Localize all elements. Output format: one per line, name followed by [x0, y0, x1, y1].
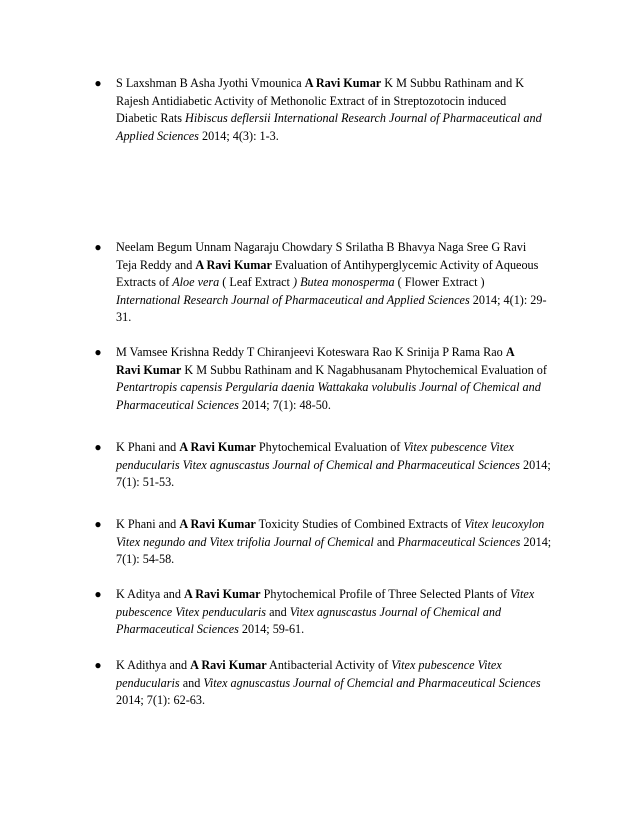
reference-line	[116, 474, 576, 492]
bullet-icon: ●	[94, 240, 102, 254]
italic-text: Pentartropis capensis Pergularia daenia Wattakaka volubulis Journal of Chemical and	[116, 380, 541, 394]
italic-text: pubescence Vitex penducularis	[116, 604, 267, 619]
reference-text: K M Subbu Rathinam and K	[381, 76, 525, 90]
bullet-icon: ●	[94, 658, 102, 672]
reference-text: K Phani and	[116, 517, 180, 531]
author-highlight: Ravi Kumar	[116, 362, 182, 377]
reference-line	[116, 309, 576, 327]
reference-text: 2014; 7(1): 62-63.	[116, 693, 206, 707]
reference-entry	[94, 75, 576, 145]
bullet-icon: ●	[94, 587, 102, 601]
italic-text: Vitex agnuscastus Journal of Chemical and	[289, 604, 502, 619]
reference-line	[116, 534, 576, 552]
reference-text: Toxicity Studies of Combined Extracts of	[255, 517, 465, 531]
reference-text: Phytochemical Profile of Three Selected Plants of	[260, 587, 511, 601]
author-highlight: A Ravi Kumar	[179, 517, 256, 531]
author-highlight: A Ravi Kumar	[304, 76, 382, 90]
italic-text: Aloe vera	[172, 275, 220, 289]
author-highlight: A Ravi Kumar	[179, 440, 256, 454]
italic-text: Vitex pubescence Vitex	[403, 440, 514, 454]
italic-text: Vitex agnuscastus Journal of Chemcial and Pharmaceutical Sciences	[203, 675, 541, 690]
reference-line	[116, 551, 576, 569]
reference-entry	[94, 586, 576, 639]
italic-text: Pharmaceutical Sciences	[116, 622, 239, 636]
reference-line	[116, 675, 576, 693]
italic-text: Vitex pubescence Vitex	[391, 658, 502, 672]
italic-text: Vitex negundo and Vitex trifolia Journal of Chemical	[116, 534, 374, 549]
reference-text: K Phani and	[116, 440, 180, 454]
reference-text: and	[373, 534, 398, 549]
italic-text: Vitex	[510, 587, 535, 601]
reference-line	[116, 128, 576, 146]
reference-line	[116, 621, 576, 639]
reference-text: and	[266, 604, 290, 619]
reference-text: Antibacterial Activity of	[266, 658, 392, 672]
italic-text: ) Butea monosperma	[293, 275, 395, 289]
italic-text: International Research Journal of Pharmaceutical and Applied Sciences	[116, 292, 470, 307]
italic-text: penducularis Vitex agnuscastus Journal of Chemical and Pharmaceutical Sciences	[116, 457, 520, 472]
bullet-icon: ●	[94, 517, 102, 531]
reference-text: 2014; 7(1): 48-50.	[238, 397, 331, 412]
reference-line	[116, 239, 576, 257]
reference-text: Evaluation of Antihyperglycemic Activity of Aqueous	[271, 257, 539, 272]
reference-line	[116, 274, 576, 292]
reference-line	[116, 692, 576, 710]
reference-line	[116, 586, 576, 604]
reference-line	[116, 516, 576, 534]
italic-text: Vitex leucoxylon	[464, 517, 545, 531]
reference-text: M Vamsee Krishna Reddy T Chiranjeevi Koteswara Rao K Srinija P Rama Rao	[116, 345, 506, 359]
reference-text: Diabetic Rats	[116, 111, 186, 125]
bullet-icon: ●	[94, 440, 102, 454]
reference-text: Extracts of	[116, 275, 173, 289]
author-highlight: A Ravi Kumar	[190, 658, 267, 672]
reference-text: 2014;	[520, 534, 552, 549]
reference-line	[116, 397, 576, 415]
author-highlight: A Ravi Kumar	[195, 257, 272, 272]
italic-text: Pharmaceutical Sciences	[397, 534, 521, 549]
reference-line	[116, 344, 576, 362]
italic-text: Hibiscus deflersii International Research Journal of Pharmaceutical and	[185, 111, 542, 125]
reference-text: 2014; 4(3): 1-3.	[198, 128, 279, 143]
reference-text: 2014; 4(1): 29-	[469, 292, 547, 307]
bullet-icon: ●	[94, 345, 102, 359]
reference-text: Teja Reddy and	[116, 257, 196, 272]
reference-entry	[94, 657, 576, 710]
italic-text: penducularis	[116, 675, 180, 690]
reference-text: 2014;	[519, 457, 551, 472]
reference-text: 2014; 59-61.	[238, 622, 305, 636]
reference-line	[116, 257, 576, 275]
reference-line	[116, 657, 576, 675]
italic-text: Pharmaceutical Sciences	[116, 397, 239, 412]
reference-line	[116, 292, 576, 310]
reference-line	[116, 93, 576, 111]
reference-text: 7(1): 51-53.	[116, 475, 175, 489]
reference-text: ( Flower Extract )	[394, 275, 485, 289]
reference-text: 7(1): 54-58.	[116, 552, 175, 566]
reference-entry	[94, 344, 576, 414]
reference-line	[116, 75, 576, 93]
reference-text: Phytochemical Evaluation of	[255, 440, 404, 454]
italic-text: Applied Sciences	[116, 128, 199, 143]
author-highlight: A Ravi Kumar	[184, 587, 261, 601]
bullet-icon: ●	[94, 76, 102, 90]
reference-entry	[94, 439, 576, 492]
reference-line	[116, 110, 576, 128]
reference-text: and	[179, 675, 204, 690]
reference-entry	[94, 239, 576, 327]
reference-text: ( Leaf Extract	[219, 275, 293, 289]
reference-text: Neelam Begum Unnam Nagaraju Chowdary S Srilatha B Bhavya Naga Sree G Ravi	[116, 240, 527, 254]
reference-line	[116, 379, 576, 397]
reference-text: K Aditya and	[116, 587, 185, 601]
reference-text: S Laxshman B Asha Jyothi Vmounica	[116, 76, 305, 90]
reference-text: Rajesh Antidiabetic Activity of Methonolic Extract of in Streptozotocin induced	[116, 93, 507, 108]
reference-line	[116, 457, 576, 475]
reference-text: K M Subbu Rathinam and K Nagabhusanam Phytochemical Evaluation of	[181, 362, 547, 377]
author-highlight: A	[505, 345, 515, 359]
reference-text: K Adithya and	[116, 658, 191, 672]
reference-entry	[94, 516, 576, 569]
reference-line	[116, 362, 576, 380]
reference-line	[116, 604, 576, 622]
reference-text: 31.	[116, 310, 132, 324]
reference-line	[116, 439, 576, 457]
